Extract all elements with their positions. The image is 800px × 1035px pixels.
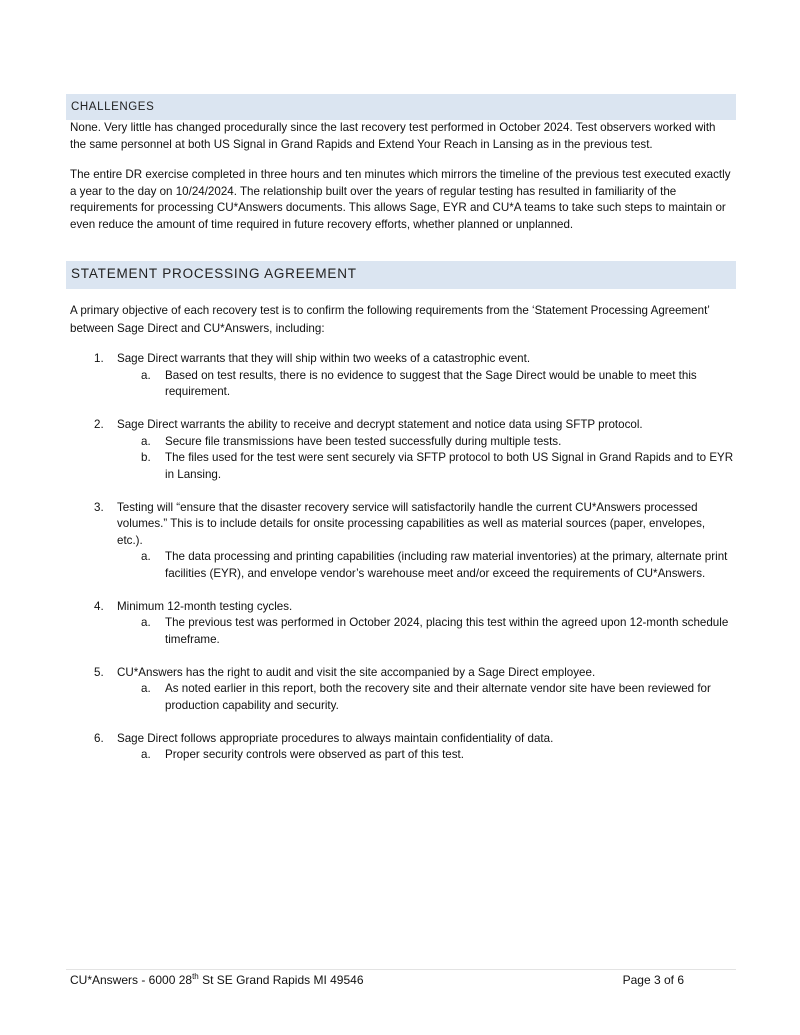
footer-divider: [66, 969, 736, 970]
subitem-letter: a.: [141, 616, 151, 629]
footer-address-rest: St SE Grand Rapids MI 49546: [198, 973, 364, 987]
challenges-paragraph-2: The entire DR exercise completed in three hours and ten minutes which mirrors the timeline of the previous test executed exactly a year to the day on 10/24/2024. The relationship built over the years of regular testing has resulted in familiarity of the requirements for processing CU*Answers documents. This allows Sage, EYR and CU*A teams to take such steps to maintain or even reduce the amount of time required in future recovery efforts, whether planned or unplanned.: [70, 168, 731, 231]
requirement-subitem: [117, 434, 734, 451]
subitem-text: The previous test was performed in October 2024, placing this test within the agreed upon 12-month schedule timeframe.: [165, 616, 729, 646]
subitem-letter: a.: [141, 748, 151, 761]
page-number: Page 3 of 6: [622, 973, 684, 987]
requirement-number: 2.: [94, 418, 104, 431]
requirement-text: CU*Answers has the right to audit and visit the site accompanied by a Sage Direct employee.: [117, 665, 596, 679]
subitem-text: The files used for the test were sent securely via SFTP protocol to both US Signal in Grand Rapids and to EYR in Lansing.: [165, 451, 734, 481]
requirement-item: [70, 351, 734, 401]
challenges-heading-band: [66, 94, 736, 120]
requirement-sublist: [117, 747, 734, 764]
requirement-sublist: [117, 681, 734, 714]
challenges-heading: CHALLENGES: [71, 101, 155, 113]
requirement-number: 4.: [94, 599, 104, 613]
requirement-sublist: [117, 549, 734, 582]
subitem-letter: a.: [141, 550, 151, 563]
requirement-text: Sage Direct follows appropriate procedures to always maintain confidentiality of data.: [117, 731, 554, 745]
subitem-text: Secure file transmissions have been tested successfully during multiple tests.: [165, 434, 562, 448]
requirement-item: [70, 417, 734, 483]
requirement-subitem: [117, 450, 734, 483]
requirement-subitem: [117, 681, 734, 714]
requirement-number: 6.: [94, 731, 104, 745]
requirement-item: [70, 665, 734, 715]
footer-address: [70, 972, 364, 989]
requirement-subitem: [117, 747, 734, 764]
requirement-text: Minimum 12-month testing cycles.: [117, 599, 293, 613]
requirement-text: Sage Direct warrants that they will ship within two weeks of a catastrophic event.: [117, 352, 531, 365]
requirement-subitem: [117, 368, 734, 401]
footer-address-sup: th: [192, 972, 199, 981]
subitem-text: The data processing and printing capabilities (including raw material inventories) at the primary, alternate print facilities (EYR), and envelope vendor’s warehouse meet and/or exceed the requirements of CU*Answers.: [165, 550, 728, 580]
requirement-number: 5.: [94, 665, 104, 679]
subitem-text: As noted earlier in this report, both the recovery site and their alternate vendor site have been reviewed for production capability and security.: [165, 682, 711, 712]
requirements-list: [70, 351, 734, 780]
challenges-paragraph-1: None. Very little has changed procedurally since the last recovery test performed in October 2024. Test observers worked with the same personnel at both US Signal in Grand Rapids and Extend Your Reach in Lansing as in the previous test.: [70, 121, 716, 151]
subitem-letter: b.: [141, 451, 151, 464]
agreement-intro: A primary objective of each recovery test is to confirm the following requirements from the ‘Statement Processing Agreement’ between Sage Direct and CU*Answers, including:: [70, 304, 710, 335]
requirement-item: [70, 500, 734, 583]
subitem-letter: a.: [141, 682, 151, 695]
requirement-sublist: [117, 368, 734, 401]
requirement-item: [70, 599, 734, 649]
subitem-letter: a.: [141, 434, 151, 448]
subitem-text: Based on test results, there is no evidence to suggest that the Sage Direct would be unable to meet this requirement.: [165, 368, 697, 398]
requirement-sublist: [117, 615, 734, 648]
agreement-heading-band: [66, 261, 736, 289]
footer-address-main: CU*Answers - 6000 28: [70, 973, 193, 987]
requirement-number: 1.: [94, 352, 104, 365]
agreement-heading: STATEMENT PROCESSING AGREEMENT: [71, 266, 357, 281]
subitem-letter: a.: [141, 368, 151, 382]
requirement-sublist: [117, 434, 734, 484]
requirement-subitem: [117, 549, 734, 582]
requirement-subitem: [117, 615, 734, 648]
subitem-text: Proper security controls were observed as part of this test.: [165, 748, 464, 761]
requirement-item: [70, 731, 734, 764]
requirement-text: Testing will “ensure that the disaster recovery service will satisfactorily handle the current CU*Answers processed volumes.” This is to include details for onsite processing capabilities as well as material sources (paper, envelopes, etc.).: [117, 500, 706, 547]
requirement-text: Sage Direct warrants the ability to receive and decrypt statement and notice data using SFTP protocol.: [117, 418, 643, 431]
requirement-number: 3.: [94, 500, 104, 514]
